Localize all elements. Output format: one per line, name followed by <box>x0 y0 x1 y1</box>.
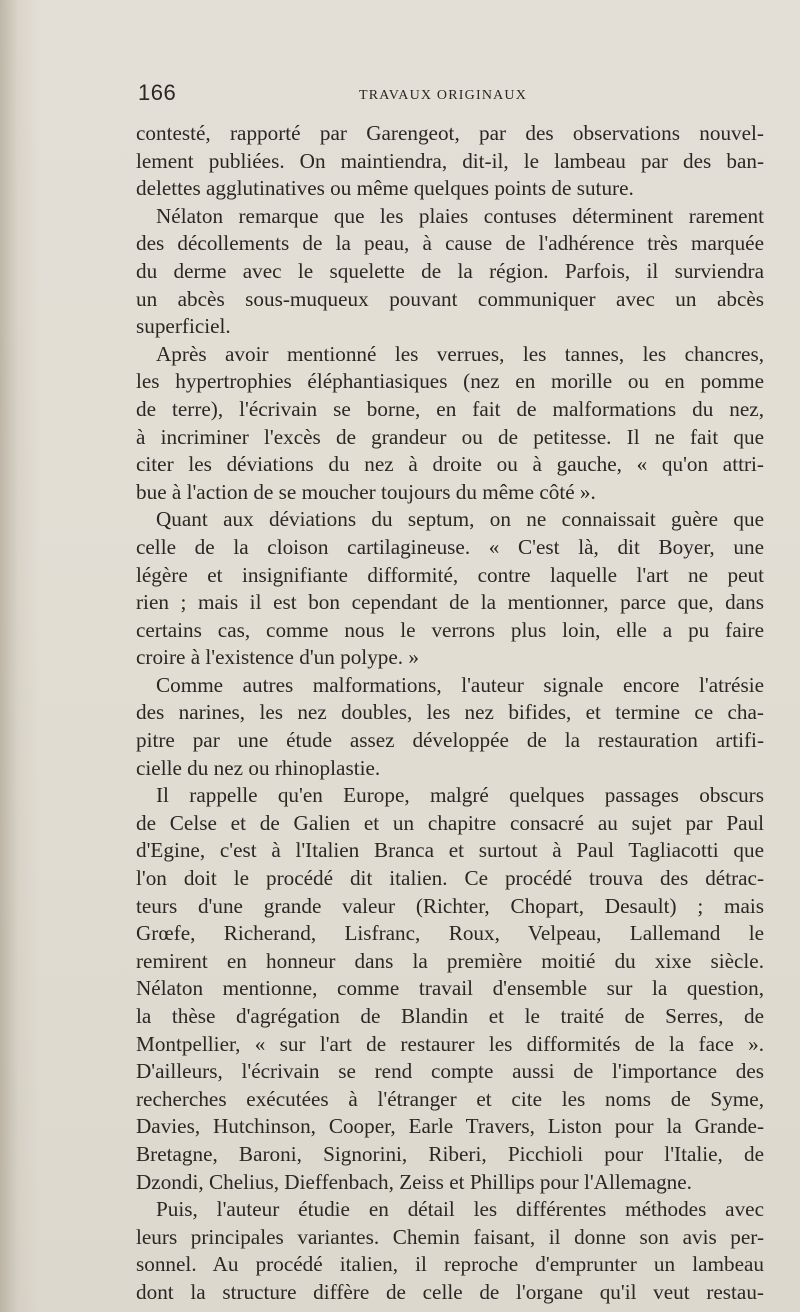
text-line: superficiel. <box>136 314 231 339</box>
text-line: croire à l'existence d'un polype. » <box>136 645 419 670</box>
text-line: Nélaton remarque que les plaies contuses déterminent rarement <box>156 203 764 228</box>
text-line: un abcès sous-muqueux pouvant communiquer avec un abcès <box>136 286 764 311</box>
text-line: Davies, Hutchinson, Cooper, Earle Travers, Liston pour la Grande- <box>136 1114 764 1139</box>
text-line: Dzondi, Chelius, Dieffenbach, Zeiss et Phillips pour l'Allemagne. <box>136 1169 692 1194</box>
body-text <box>136 120 764 1307</box>
text-line: pitre par une étude assez développée de la restauration artifi- <box>136 728 764 753</box>
running-head: TRAVAUX ORIGINAUX <box>359 88 528 103</box>
text-line: Quant aux déviations du septum, on ne connaissait guère que <box>156 507 764 532</box>
text-line: dont la structure diffère de celle de l'organe qu'il veut restau- <box>136 1279 764 1304</box>
text-line: l'on doit le procédé dit italien. Ce procédé trouva des détrac- <box>136 866 764 891</box>
text-line: Montpellier, « sur l'art de restaurer les difformités de la face ». <box>136 1031 764 1056</box>
text-line: d'Egine, c'est à l'Italien Branca et surtout à Paul Tagliacotti que <box>136 838 764 863</box>
text-line: D'ailleurs, l'écrivain se rend compte aussi de l'importance des <box>136 1059 764 1084</box>
text-line: de Celse et de Galien et un chapitre consacré au sujet par Paul <box>136 810 764 835</box>
text-line: à incriminer l'excès de grandeur ou de petitesse. Il ne fait que <box>136 424 764 449</box>
text-line: contesté, rapporté par Garengeot, par des observations nouvel- <box>136 121 764 145</box>
text-line: leurs principales variantes. Chemin faisant, il donne son avis per- <box>136 1224 764 1249</box>
text-line: des narines, les nez doubles, les nez bifides, et termine ce cha- <box>136 700 764 725</box>
text-line: citer les déviations du nez à droite ou à gauche, « qu'on attri- <box>136 452 764 477</box>
text-line: Nélaton mentionne, comme travail d'ensemble sur la question, <box>136 976 764 1001</box>
text-line: Comme autres malformations, l'auteur signale encore l'atrésie <box>156 672 764 697</box>
text-line: la thèse d'agrégation de Blandin et le traité de Serres, de <box>136 1004 764 1028</box>
text-line: Il rappelle qu'en Europe, malgré quelques passages obscurs <box>156 783 764 808</box>
text-line: rien ; mais il est bon cependant de la mentionner, parce que, dans <box>136 590 764 615</box>
text-line: delettes agglutinatives ou même quelques points de suture. <box>136 176 634 201</box>
text-line: teurs d'une grande valeur (Richter, Chopart, Desault) ; mais <box>136 893 764 918</box>
text-line: bue à l'action de se moucher toujours du même côté ». <box>136 479 596 504</box>
text-line: celle de la cloison cartilagineuse. « C'est là, dit Boyer, une <box>136 534 764 559</box>
page-number: 166 <box>138 80 177 105</box>
text-line: légère et insignifiante difformité, contre laquelle l'art ne peut <box>136 562 764 587</box>
text-line: remirent en honneur dans la première moitié du xixe siècle. <box>136 948 764 973</box>
text-line: Après avoir mentionné les verrues, les tannes, les chancres, <box>156 341 764 366</box>
text-line: Bretagne, Baroni, Signorini, Riberi, Picchioli pour l'Italie, de <box>136 1141 764 1166</box>
text-line: lement publiées. On maintiendra, dit-il, le lambeau par des ban- <box>136 148 764 173</box>
text-line: certains cas, comme nous le verrons plus loin, elle a pu faire <box>136 617 764 642</box>
text-line: recherches exécutées à l'étranger et cite les noms de Syme, <box>136 1086 764 1111</box>
text-line: du derme avec le squelette de la région. Parfois, il surviendra <box>136 258 764 283</box>
text-line: de terre), l'écrivain se borne, en fait de malformations du nez, <box>136 396 764 421</box>
text-line: des décollements de la peau, à cause de l'adhérence très marquée <box>136 231 764 256</box>
text-line: Puis, l'auteur étudie en détail les différentes méthodes avec <box>156 1197 764 1222</box>
text-line: les hypertrophies éléphantiasiques (nez en morille ou en pomme <box>136 369 764 394</box>
text-line: Grœfe, Richerand, Lisfranc, Roux, Velpeau, Lallemand le <box>136 921 764 946</box>
text-line: sonnel. Au procédé italien, il reproche d'emprunter un lambeau <box>136 1252 764 1277</box>
text-line: cielle du nez ou rhinoplastie. <box>136 755 381 780</box>
